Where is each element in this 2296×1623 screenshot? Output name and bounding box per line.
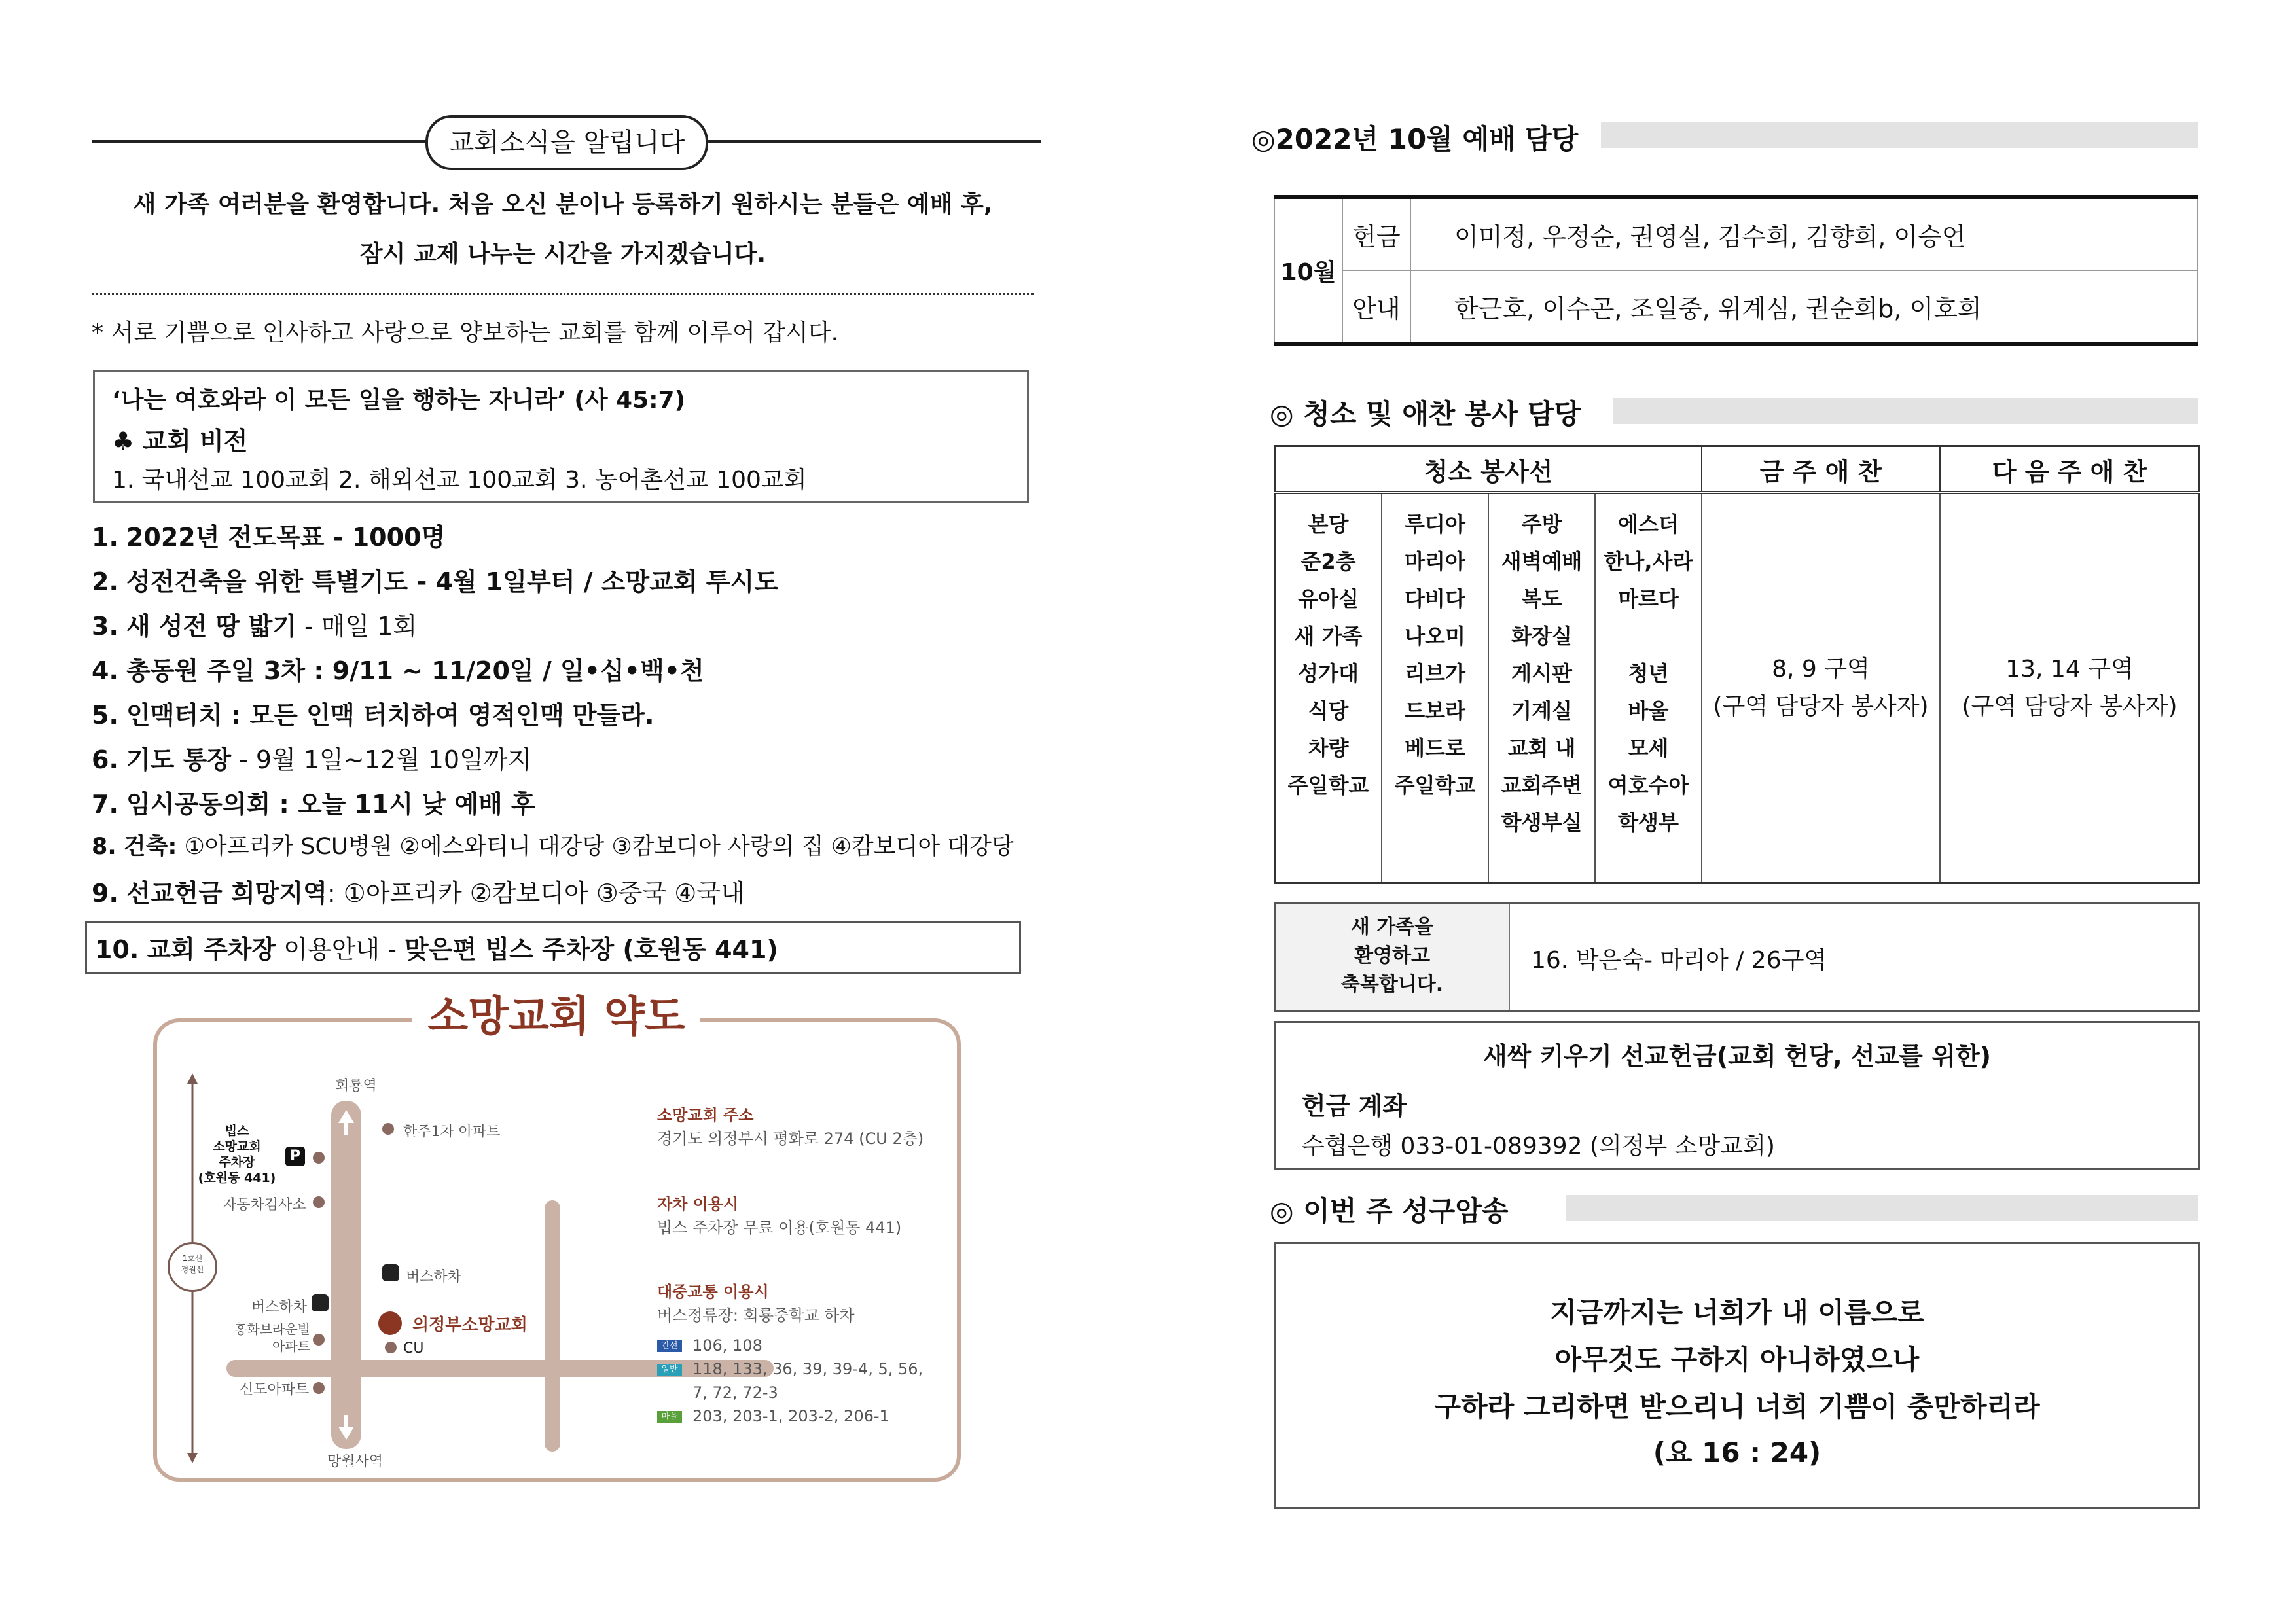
vips-dot bbox=[313, 1152, 325, 1164]
verse-line: 아무것도 구하지 아니하였으나 bbox=[1554, 1344, 1920, 1376]
col-this-week: 금 주 애 찬 bbox=[1702, 446, 1940, 493]
verse-line: 지금까지는 너희가 내 이름으로 bbox=[1550, 1296, 1924, 1329]
duty-month: 10월 bbox=[1274, 197, 1342, 344]
bus-icon bbox=[382, 1264, 399, 1281]
news-title: 교회소식을 알립니다 bbox=[425, 115, 708, 170]
inspection-label: 자동차검사소 bbox=[223, 1197, 306, 1213]
duty-role: 안내 bbox=[1342, 270, 1410, 344]
duty-names: 한근호, 이수곤, 조일중, 위계심, 권순희b, 이호희 bbox=[1410, 270, 2197, 344]
address-heading: 소망교회 주소 bbox=[657, 1106, 754, 1124]
news-item: 3. 새 성전 땅 밟기 - 매일 1회 bbox=[92, 612, 418, 641]
greeting-text: * 서로 기쁨으로 인사하고 사랑으로 양보하는 교회를 함께 이루어 갑시다. bbox=[92, 319, 838, 346]
col-cleaning: 청소 봉사선 bbox=[1275, 446, 1702, 493]
bus-trunk: 106, 108 bbox=[692, 1336, 762, 1355]
cu-dot bbox=[385, 1342, 397, 1353]
bus-tag-general: 일반 bbox=[657, 1364, 682, 1376]
clean-col-4: 에스더 한나,사라 마르다 청년 바울 모세 여호수아 학생부 bbox=[1595, 493, 1702, 883]
welcome-line-1: 새 가족 여러분을 환영합니다. 처음 오신 분이나 등록하기 원하시는 분들은 예배 후, bbox=[133, 191, 993, 218]
news-item: 5. 인맥터치 : 모든 인맥 터치하여 영적인맥 만들라. bbox=[92, 701, 655, 730]
this-week-cell bbox=[1702, 493, 1940, 883]
news-item: 6. 기도 통장 - 9월 1일~12월 10일까지 bbox=[92, 745, 532, 774]
welcome-line-2: 잠시 교제 나누는 시간을 가지겠습니다. bbox=[359, 241, 766, 268]
clean-col-3: 주방 새벽예배 복도 화장실 게시판 기계실 교회 내 교회주변 학생부실 bbox=[1488, 493, 1595, 883]
title-rule-left bbox=[92, 140, 428, 143]
inspection-dot bbox=[313, 1196, 325, 1208]
offering-title: 새싹 키우기 선교헌금(교회 헌당, 선교를 위한) bbox=[1482, 1042, 1992, 1071]
bus-tag-village: 마을 bbox=[657, 1411, 682, 1423]
new-family-label: 새 가족을 환영하고 축복합니다. bbox=[1276, 904, 1510, 1010]
news-item: 2. 성전건축을 위한 특별기도 - 4월 1일부터 / 소망교회 투시도 bbox=[92, 567, 778, 596]
hongwha-dot bbox=[313, 1334, 325, 1346]
worship-duty-table bbox=[1274, 195, 2198, 346]
parking-icon: P bbox=[285, 1147, 305, 1166]
public-heading: 대중교통 이용시 bbox=[657, 1283, 769, 1301]
map-title: 소망교회 약도 bbox=[412, 984, 700, 1050]
bus-stop-left: 버스하차 bbox=[251, 1299, 308, 1315]
worship-heading-bar bbox=[1601, 122, 2198, 148]
shindo-dot bbox=[313, 1382, 325, 1394]
verse-heading-bar bbox=[1566, 1195, 2198, 1221]
public-body: 버스정류장: 회룡중학교 하차 bbox=[657, 1306, 855, 1325]
vision-heading: ♣ 교회 비전 bbox=[112, 427, 248, 455]
address-body: 경기도 의정부시 평화로 274 (CU 2층) bbox=[657, 1130, 924, 1148]
bus-general-1: 118, 133, 36, 39, 39-4, 5, 56, bbox=[692, 1360, 924, 1378]
clean-col-2: 루디아 마리아 다비다 나오미 리브가 드보라 베드로 주일학교 bbox=[1382, 493, 1488, 883]
bus-tag-trunk: 간선 bbox=[657, 1340, 682, 1352]
car-body: 빕스 주차장 무료 이용(호원동 441) bbox=[657, 1219, 902, 1237]
verse-reference: (요 16 : 24) bbox=[1653, 1436, 1821, 1469]
new-family-text: 16. 박은숙- 마리아 / 26구역 bbox=[1531, 947, 1827, 974]
station-top: 회룡역 bbox=[335, 1078, 377, 1094]
cleaning-heading: ◎ 청소 및 애찬 봉사 담당 bbox=[1270, 398, 1581, 430]
clean-col-1: 본당 준2층 유아실 새 가족 성가대 식당 차량 주일학교 bbox=[1275, 493, 1382, 883]
parking-notice: 10. 교회 주차장 이용안내 - 맞은편 빕스 주차장 (호원동 441) bbox=[85, 921, 1021, 974]
col-next-week: 다 음 주 애 찬 bbox=[1940, 446, 2200, 493]
this-week-sub: (구역 담당자 봉사자) bbox=[1713, 692, 1929, 720]
hanju-label: 한주1차 아파트 bbox=[403, 1124, 501, 1140]
news-item: 1. 2022년 전도목표 - 1000명 bbox=[92, 523, 446, 552]
next-week-sub: (구역 담당자 봉사자) bbox=[1962, 692, 2178, 720]
cleaning-table bbox=[1274, 445, 2200, 884]
line-badge-text: 1호선 경원선 bbox=[181, 1254, 204, 1274]
dotted-divider bbox=[92, 293, 1034, 295]
vips-parking-label: 빕스 소망교회 주차장 (호원동 441) bbox=[198, 1124, 276, 1185]
vision-verse: ‘나는 여호와라 이 모든 일을 행하는 자니라’ (사 45:7) bbox=[112, 387, 686, 414]
bus-general-2: 7, 72, 72-3 bbox=[692, 1383, 778, 1402]
cleaning-heading-bar bbox=[1613, 398, 2198, 424]
news-item: 9. 선교헌금 희망지역: ①아프리카 ②캄보디아 ③중국 ④국내 bbox=[92, 879, 745, 908]
offering-account: 수협은행 033-01-089392 (의정부 소망교회) bbox=[1302, 1133, 1775, 1160]
station-bottom: 망월사역 bbox=[327, 1454, 384, 1470]
mission-offering-box bbox=[1274, 1021, 2200, 1170]
verse-heading: ◎ 이번 주 성구암송 bbox=[1270, 1195, 1509, 1227]
bus-village: 203, 203-1, 203-2, 206-1 bbox=[692, 1407, 889, 1425]
bus-stop-right: 버스하차 bbox=[406, 1269, 462, 1285]
car-heading: 자차 이용시 bbox=[657, 1195, 739, 1213]
news-item: 7. 임시공동의회 : 오늘 11시 낮 예배 후 bbox=[92, 790, 535, 819]
offering-label: 헌금 계좌 bbox=[1302, 1092, 1407, 1120]
duty-role: 헌금 bbox=[1342, 197, 1410, 270]
this-week-zones: 8, 9 구역 bbox=[1772, 655, 1870, 683]
next-week-zones: 13, 14 구역 bbox=[2005, 655, 2134, 683]
verse-line: 구하라 그리하면 받으리니 너희 기쁨이 충만하리라 bbox=[1434, 1391, 2040, 1423]
memory-verse-box bbox=[1274, 1242, 2200, 1509]
next-week-cell bbox=[1940, 493, 2200, 883]
new-family-box bbox=[1274, 902, 2200, 1012]
title-rule-right bbox=[703, 140, 1041, 143]
news-item: 4. 총동원 주일 3차 : 9/11 ~ 11/20일 / 일•십•백•천 bbox=[92, 656, 704, 685]
vision-box bbox=[93, 370, 1029, 503]
cu-label: CU bbox=[403, 1340, 424, 1357]
hanju-dot bbox=[382, 1123, 394, 1135]
church-name: 의정부소망교회 bbox=[412, 1315, 528, 1335]
hongwha-label: 홍화브라운빌 아파트 bbox=[234, 1321, 310, 1354]
bus-icon bbox=[312, 1294, 329, 1311]
worship-duty-heading: ◎2022년 10월 예배 담당 bbox=[1251, 123, 1579, 155]
duty-names: 이미정, 우정순, 권영실, 김수희, 김향희, 이승언 bbox=[1410, 197, 2197, 270]
shindo-label: 신도아파트 bbox=[240, 1382, 310, 1398]
news-item: 8. 건축: ①아프리카 SCU병원 ②에스와티니 대강당 ③캄보디아 사랑의 집 ④캄보디아 대강당 bbox=[92, 834, 1014, 860]
vision-goals: 1. 국내선교 100교회 2. 해외선교 100교회 3. 농어촌선교 100교회 bbox=[112, 467, 807, 493]
church-icon bbox=[378, 1311, 402, 1335]
